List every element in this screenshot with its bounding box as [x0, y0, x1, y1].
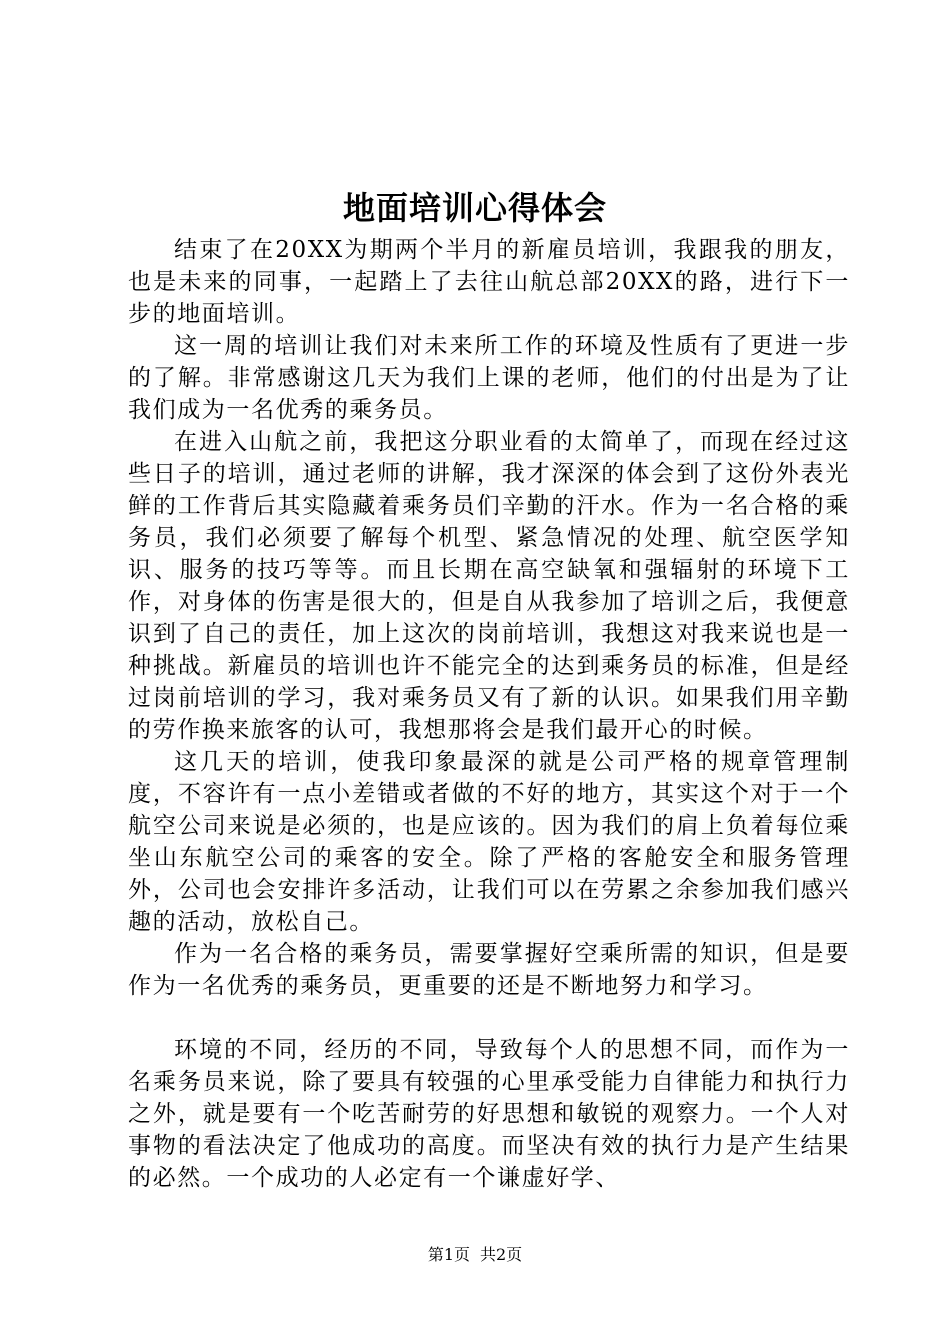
- paragraph: 结束了在20XX为期两个半月的新雇员培训，我跟我的朋友，也是未来的同事，一起踏上了去往山航总部20XX的路，进行下一步的地面培训。: [128, 237, 850, 327]
- page-number-current: 第1页: [427, 1245, 470, 1264]
- paragraph: 作为一名合格的乘务员，需要掌握好空乘所需的知识，但是要作为一名优秀的乘务员，更重要的还是不断地努力和学习。: [128, 941, 850, 999]
- paragraph: 这几天的培训，使我印象最深的就是公司严格的规章管理制度，不容许有一点小差错或者做的不好的地方，其实这个对于一个航空公司来说是必须的，也是应该的。因为我们的肩上负着每位乘坐山东航空公司的乘客的安全。除了严格的客舱安全和服务管理外，公司也会安排许多活动，让我们可以在劳累之余参加我们感兴趣的活动，放松自己。: [128, 749, 850, 935]
- document-body: [128, 234, 850, 1194]
- paragraph-spacer: [128, 1002, 850, 1034]
- document-title: 地面培训心得体会: [342, 189, 607, 227]
- paragraph: 这一周的培训让我们对未来所工作的环境及性质有了更进一步的了解。非常感谢这几天为我们上课的老师，他们的付出是为了让我们成为一名优秀的乘务员。: [128, 333, 850, 423]
- paragraph: 在进入山航之前，我把这分职业看的太简单了，而现在经过这些日子的培训，通过老师的讲解，我才深深的体会到了这份外表光鲜的工作背后其实隐藏着乘务员们辛勤的汗水。作为一名合格的乘务员，我们必须要了解每个机型、紧急情况的处理、航空医学知识、服务的技巧等等。而且长期在高空缺氧和强辐射的环境下工作，对身体的伤害是很大的，但是自从我参加了培训之后，我便意识到了自己的责任，加上这次的岗前培训，我想这对我来说也是一种挑战。新雇员的培训也许不能完全的达到乘务员的标准，但是经过岗前培训的学习，我对乘务员又有了新的认识。如果我们用辛勤的劳作换来旅客的认可，我想那将会是我们最开心的时候。: [128, 429, 850, 743]
- page-number-total: 共2页: [480, 1245, 523, 1264]
- page-footer: [0, 1244, 950, 1266]
- paragraph: 环境的不同，经历的不同，导致每个人的思想不同，而作为一名乘务员来说，除了要具有较强的心里承受能力自律能力和执行力之外，就是要有一个吃苦耐劳的好思想和敏锐的观察力。一个人对事物的看法决定了他成功的高度。而坚决有效的执行力是产生结果的必然。一个成功的人必定有一个谦虚好学、: [128, 1037, 850, 1191]
